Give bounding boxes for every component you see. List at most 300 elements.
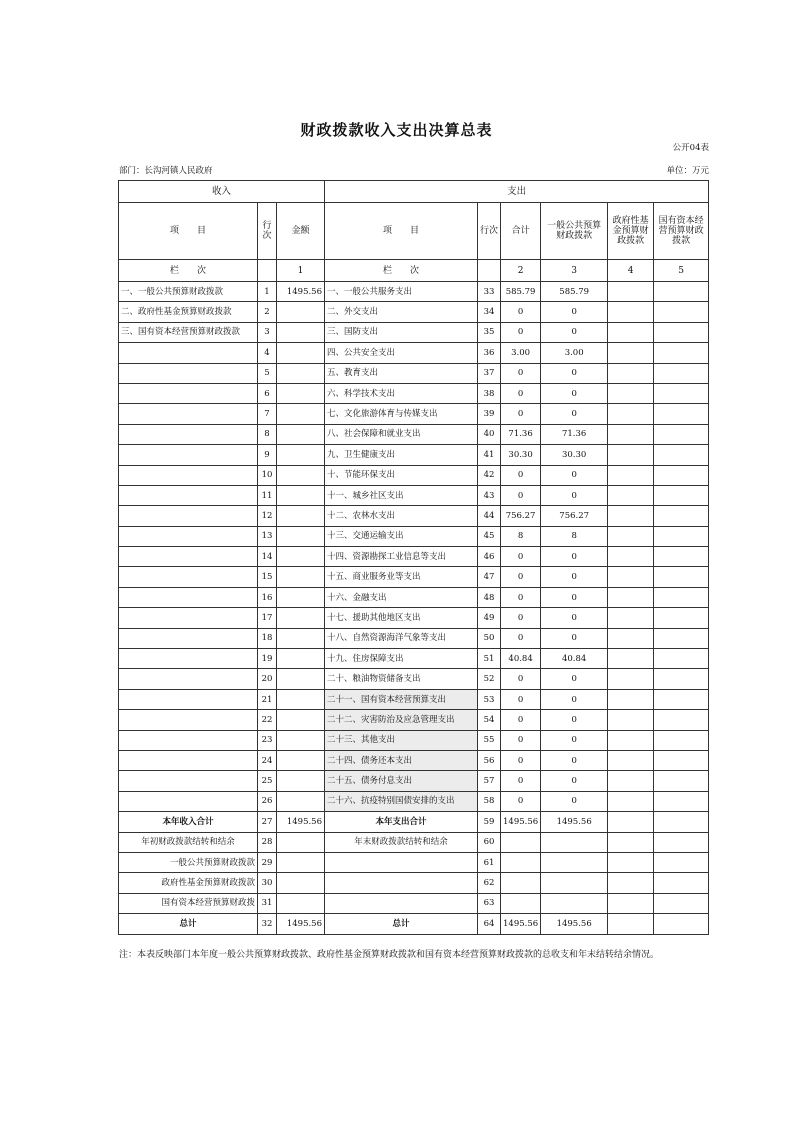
- income-amount: [277, 567, 325, 587]
- unit-label: 单位：万元: [666, 166, 709, 176]
- column-number-4: 4: [608, 260, 654, 282]
- income-item: [119, 485, 258, 505]
- expense-row-no: 44: [478, 506, 501, 526]
- state-capital-amount: [654, 465, 709, 485]
- total-amount: 0: [501, 750, 541, 770]
- state-capital-amount: [654, 791, 709, 811]
- fund-budget-amount: [608, 383, 654, 403]
- income-row-no: 7: [258, 404, 277, 424]
- expense-row-no: 38: [478, 383, 501, 403]
- expense-item: 十九、住房保障支出: [325, 649, 478, 669]
- income-amount: [277, 363, 325, 383]
- income-row-no: 8: [258, 424, 277, 444]
- expense-row-no: 41: [478, 445, 501, 465]
- general-budget-amount: [541, 852, 608, 872]
- fund-budget-amount: [608, 730, 654, 750]
- table-row: [119, 282, 709, 302]
- fiscal-table: [118, 180, 709, 935]
- total-amount: [501, 873, 541, 893]
- expense-row-no: 63: [478, 893, 501, 913]
- expense-item: 二十三、其他支出: [325, 730, 478, 750]
- state-capital-amount: [654, 669, 709, 689]
- general-budget-amount: 1495.56: [541, 812, 608, 832]
- expense-item: 九、卫生健康支出: [325, 445, 478, 465]
- table-row: [119, 649, 709, 669]
- summary-row: [119, 914, 709, 934]
- column-number-2: 2: [501, 260, 541, 282]
- state-capital-amount: [654, 873, 709, 893]
- total-amount: 0: [501, 628, 541, 648]
- fund-budget-amount: [608, 669, 654, 689]
- total-amount: 1495.56: [501, 914, 541, 934]
- state-capital-amount: [654, 445, 709, 465]
- fund-budget-amount: [608, 832, 654, 852]
- income-item: 三、国有资本经营预算财政拨款: [119, 322, 258, 342]
- income-item: 总计: [119, 914, 258, 934]
- total-amount: 585.79: [501, 282, 541, 302]
- general-budget-amount: 756.27: [541, 506, 608, 526]
- income-amount: [277, 322, 325, 342]
- fund-budget-amount: [608, 567, 654, 587]
- income-row-no: 3: [258, 322, 277, 342]
- table-row: [119, 567, 709, 587]
- state-capital-amount: [654, 750, 709, 770]
- summary-row: [119, 832, 709, 852]
- state-capital-amount: [654, 526, 709, 546]
- fund-budget-amount: [608, 465, 654, 485]
- fund-budget-amount: [608, 506, 654, 526]
- income-item: 一般公共预算财政拨款: [119, 852, 258, 872]
- expense-item: 三、国防支出: [325, 322, 478, 342]
- income-amount: [277, 750, 325, 770]
- income-item: [119, 465, 258, 485]
- expense-row-no: 37: [478, 363, 501, 383]
- income-item: [119, 649, 258, 669]
- column-number-1: 1: [277, 260, 325, 282]
- state-capital-amount: [654, 322, 709, 342]
- summary-row: [119, 812, 709, 832]
- fund-budget-amount: [608, 771, 654, 791]
- general-budget-amount: 0: [541, 404, 608, 424]
- fund-budget-amount: [608, 526, 654, 546]
- expense-row-no: 64: [478, 914, 501, 934]
- income-item-header: 项 目: [119, 203, 258, 260]
- general-budget-amount: 0: [541, 465, 608, 485]
- income-amount: [277, 404, 325, 424]
- general-budget-amount: 1495.56: [541, 914, 608, 934]
- expense-item: 总计: [325, 914, 478, 934]
- income-amount: [277, 730, 325, 750]
- income-amount: [277, 465, 325, 485]
- income-item: [119, 506, 258, 526]
- total-amount: 0: [501, 771, 541, 791]
- total-amount: [501, 893, 541, 913]
- income-row-no: 23: [258, 730, 277, 750]
- expense-row-no: 56: [478, 750, 501, 770]
- general-budget-amount: 0: [541, 689, 608, 709]
- fund-budget-amount: [608, 914, 654, 934]
- table-row: [119, 506, 709, 526]
- income-row-no: 1: [258, 282, 277, 302]
- expense-item: 年末财政拨款结转和结余: [325, 832, 478, 852]
- fund-budget-amount: [608, 363, 654, 383]
- expense-item: 十四、资源勘探工业信息等支出: [325, 547, 478, 567]
- expense-item: 十二、农林水支出: [325, 506, 478, 526]
- income-amount: [277, 383, 325, 403]
- income-item: [119, 689, 258, 709]
- table-row: [119, 669, 709, 689]
- expense-item-header: 项 目: [325, 203, 478, 260]
- expense-rowno-header: 行次: [478, 203, 501, 260]
- state-capital-amount: [654, 689, 709, 709]
- total-amount: 0: [501, 404, 541, 424]
- income-row-no: 32: [258, 914, 277, 934]
- total-amount: 0: [501, 689, 541, 709]
- form-code: 公开04表: [672, 143, 709, 153]
- fund-budget-amount: [608, 343, 654, 363]
- column-number-exp-blank: [478, 260, 501, 282]
- state-capital-amount: [654, 832, 709, 852]
- table-row: [119, 587, 709, 607]
- income-row-no: 30: [258, 873, 277, 893]
- income-row-no: 31: [258, 893, 277, 913]
- income-row-no: 5: [258, 363, 277, 383]
- total-amount: 8: [501, 526, 541, 546]
- income-item: [119, 608, 258, 628]
- income-amount: [277, 710, 325, 730]
- total-amount: 0: [501, 465, 541, 485]
- income-item: 本年收入合计: [119, 812, 258, 832]
- column-number-5: 5: [654, 260, 709, 282]
- income-item: [119, 343, 258, 363]
- income-row-no: 21: [258, 689, 277, 709]
- general-budget-amount: 0: [541, 302, 608, 322]
- summary-row: [119, 852, 709, 872]
- expense-row-no: 51: [478, 649, 501, 669]
- total-amount: 0: [501, 322, 541, 342]
- expense-row-no: 43: [478, 485, 501, 505]
- column-number-exp-label: 栏 次: [325, 260, 478, 282]
- expense-item: 十六、金融支出: [325, 587, 478, 607]
- fund-budget-amount: [608, 689, 654, 709]
- expense-item: [325, 873, 478, 893]
- income-item: [119, 383, 258, 403]
- income-amount: [277, 506, 325, 526]
- income-item: [119, 628, 258, 648]
- income-row-no: 17: [258, 608, 277, 628]
- expense-row-no: 34: [478, 302, 501, 322]
- table-row: [119, 424, 709, 444]
- expense-item: 七、文化旅游体育与传媒支出: [325, 404, 478, 424]
- column-number-label: 栏 次: [119, 260, 258, 282]
- fund-budget-amount: [608, 322, 654, 342]
- table-row: [119, 750, 709, 770]
- general-budget-amount: 0: [541, 791, 608, 811]
- table-row: [119, 343, 709, 363]
- expense-item: 十七、援助其他地区支出: [325, 608, 478, 628]
- department-label: 部门：长沟河镇人民政府: [119, 166, 213, 176]
- total-amount: 30.30: [501, 445, 541, 465]
- income-amount: [277, 832, 325, 852]
- income-row-no: 24: [258, 750, 277, 770]
- state-capital-amount: [654, 852, 709, 872]
- expense-row-no: 47: [478, 567, 501, 587]
- income-amount: [277, 608, 325, 628]
- income-row-no: 18: [258, 628, 277, 648]
- income-item: 一、一般公共预算财政拨款: [119, 282, 258, 302]
- general-budget-amount: 0: [541, 567, 608, 587]
- general-budget-amount: 0: [541, 628, 608, 648]
- income-amount: [277, 485, 325, 505]
- state-capital-amount: [654, 710, 709, 730]
- income-item: 年初财政拨款结转和结余: [119, 832, 258, 852]
- column-number-3: 3: [541, 260, 608, 282]
- general-budget-amount: 0: [541, 587, 608, 607]
- total-amount: 0: [501, 485, 541, 505]
- table-row: [119, 383, 709, 403]
- total-amount: 756.27: [501, 506, 541, 526]
- state-capital-amount: [654, 383, 709, 403]
- income-item: [119, 445, 258, 465]
- expense-row-no: 55: [478, 730, 501, 750]
- state-capital-amount: [654, 485, 709, 505]
- income-row-no: 20: [258, 669, 277, 689]
- table-row: [119, 465, 709, 485]
- total-header: 合计: [501, 203, 541, 260]
- table-row: [119, 710, 709, 730]
- expense-item: 二十四、债务还本支出: [325, 750, 478, 770]
- income-row-no: 14: [258, 547, 277, 567]
- income-row-no: 9: [258, 445, 277, 465]
- header-row-section: [119, 181, 709, 203]
- general-budget-amount: 0: [541, 383, 608, 403]
- expense-item: 十、节能环保支出: [325, 465, 478, 485]
- expense-row-no: 46: [478, 547, 501, 567]
- state-capital-amount: [654, 771, 709, 791]
- total-amount: 0: [501, 567, 541, 587]
- general-budget-amount: 40.84: [541, 649, 608, 669]
- state-capital-amount: [654, 282, 709, 302]
- income-row-no: 26: [258, 791, 277, 811]
- general-budget-header: 一般公共预算财政拨款: [541, 203, 608, 260]
- general-budget-amount: 0: [541, 771, 608, 791]
- income-amount: [277, 649, 325, 669]
- table-row: [119, 363, 709, 383]
- summary-row: [119, 893, 709, 913]
- income-item: [119, 710, 258, 730]
- state-capital-amount: [654, 567, 709, 587]
- income-item: [119, 363, 258, 383]
- expense-item: 十八、自然资源海洋气象等支出: [325, 628, 478, 648]
- total-amount: 0: [501, 669, 541, 689]
- income-amount: 1495.56: [277, 914, 325, 934]
- summary-row: [119, 873, 709, 893]
- table-row: [119, 791, 709, 811]
- column-number-row: [119, 260, 709, 282]
- income-row-no: 11: [258, 485, 277, 505]
- general-budget-amount: 0: [541, 730, 608, 750]
- income-amount: [277, 343, 325, 363]
- general-budget-amount: 3.00: [541, 343, 608, 363]
- general-budget-amount: 71.36: [541, 424, 608, 444]
- table-row: [119, 526, 709, 546]
- table-row: [119, 771, 709, 791]
- state-capital-amount: [654, 363, 709, 383]
- income-amount: [277, 547, 325, 567]
- expense-row-no: 58: [478, 791, 501, 811]
- total-amount: 0: [501, 302, 541, 322]
- report-title: 财政拨款收入支出决算总表: [300, 121, 493, 139]
- income-row-no: 28: [258, 832, 277, 852]
- income-amount: [277, 873, 325, 893]
- income-item: [119, 547, 258, 567]
- income-amount: 1495.56: [277, 812, 325, 832]
- expense-item: 二十二、灾害防治及应急管理支出: [325, 710, 478, 730]
- income-row-no: 13: [258, 526, 277, 546]
- total-amount: 0: [501, 791, 541, 811]
- general-budget-amount: 0: [541, 322, 608, 342]
- general-budget-amount: 0: [541, 608, 608, 628]
- income-item: 国有资本经营预算财政拨: [119, 893, 258, 913]
- income-item: [119, 424, 258, 444]
- expense-item: 十三、交通运输支出: [325, 526, 478, 546]
- state-capital-amount: [654, 302, 709, 322]
- income-amount: [277, 791, 325, 811]
- expense-item: 十一、城乡社区支出: [325, 485, 478, 505]
- expense-row-no: 40: [478, 424, 501, 444]
- fund-budget-amount: [608, 404, 654, 424]
- expense-row-no: 42: [478, 465, 501, 485]
- expense-row-no: 50: [478, 628, 501, 648]
- state-capital-amount: [654, 812, 709, 832]
- income-row-no: 27: [258, 812, 277, 832]
- expense-row-no: 49: [478, 608, 501, 628]
- income-amount: 1495.56: [277, 282, 325, 302]
- total-amount: 0: [501, 730, 541, 750]
- expense-row-no: 61: [478, 852, 501, 872]
- income-amount: [277, 852, 325, 872]
- fund-budget-amount: [608, 873, 654, 893]
- income-row-no: 19: [258, 649, 277, 669]
- general-budget-amount: 0: [541, 710, 608, 730]
- table-row: [119, 445, 709, 465]
- fund-budget-header: 政府性基金预算财政拨款: [608, 203, 654, 260]
- income-row-no: 10: [258, 465, 277, 485]
- total-amount: 0: [501, 363, 541, 383]
- table-row: [119, 485, 709, 505]
- state-capital-amount: [654, 914, 709, 934]
- income-item: [119, 791, 258, 811]
- total-amount: 0: [501, 710, 541, 730]
- income-item: 政府性基金预算财政拨款: [119, 873, 258, 893]
- expense-row-no: 57: [478, 771, 501, 791]
- general-budget-amount: 0: [541, 363, 608, 383]
- general-budget-amount: 30.30: [541, 445, 608, 465]
- income-item: 二、政府性基金预算财政拨款: [119, 302, 258, 322]
- state-capital-amount: [654, 628, 709, 648]
- fund-budget-amount: [608, 587, 654, 607]
- state-capital-amount: [654, 587, 709, 607]
- expense-row-no: 45: [478, 526, 501, 546]
- income-amount: [277, 424, 325, 444]
- total-amount: 40.84: [501, 649, 541, 669]
- expense-item: 六、科学技术支出: [325, 383, 478, 403]
- expense-item: 二十一、国有资本经营预算支出: [325, 689, 478, 709]
- general-budget-amount: 0: [541, 485, 608, 505]
- expense-row-no: 52: [478, 669, 501, 689]
- expense-item: [325, 852, 478, 872]
- fund-budget-amount: [608, 750, 654, 770]
- general-budget-amount: 0: [541, 547, 608, 567]
- state-capital-amount: [654, 506, 709, 526]
- expense-row-no: 36: [478, 343, 501, 363]
- general-budget-amount: 585.79: [541, 282, 608, 302]
- state-capital-header: 国有资本经营预算财政拨款: [654, 203, 709, 260]
- income-amount: [277, 526, 325, 546]
- income-amount: [277, 445, 325, 465]
- income-amount: [277, 669, 325, 689]
- total-amount: 71.36: [501, 424, 541, 444]
- income-amount-header: 金额: [277, 203, 325, 260]
- fund-budget-amount: [608, 485, 654, 505]
- general-budget-amount: [541, 893, 608, 913]
- income-row-no: 6: [258, 383, 277, 403]
- expense-row-no: 35: [478, 322, 501, 342]
- income-amount: [277, 628, 325, 648]
- general-budget-amount: 0: [541, 669, 608, 689]
- income-row-no: 16: [258, 587, 277, 607]
- expense-row-no: 39: [478, 404, 501, 424]
- state-capital-amount: [654, 404, 709, 424]
- total-amount: 0: [501, 587, 541, 607]
- income-row-no: 15: [258, 567, 277, 587]
- income-item: [119, 730, 258, 750]
- fund-budget-amount: [608, 608, 654, 628]
- expense-item: 四、公共安全支出: [325, 343, 478, 363]
- income-item: [119, 750, 258, 770]
- total-amount: 1495.56: [501, 812, 541, 832]
- income-item: [119, 669, 258, 689]
- expense-row-no: 53: [478, 689, 501, 709]
- expense-item: 八、社会保障和就业支出: [325, 424, 478, 444]
- income-rowno-header: 行次: [258, 203, 277, 260]
- total-amount: 0: [501, 608, 541, 628]
- expense-item: 五、教育支出: [325, 363, 478, 383]
- expense-row-no: 54: [478, 710, 501, 730]
- general-budget-amount: 8: [541, 526, 608, 546]
- income-row-no: 2: [258, 302, 277, 322]
- income-amount: [277, 771, 325, 791]
- fund-budget-amount: [608, 893, 654, 913]
- fund-budget-amount: [608, 649, 654, 669]
- total-amount: [501, 852, 541, 872]
- expense-row-no: 48: [478, 587, 501, 607]
- income-item: [119, 587, 258, 607]
- fund-budget-amount: [608, 302, 654, 322]
- state-capital-amount: [654, 343, 709, 363]
- header-row-columns: [119, 203, 709, 260]
- income-row-no: 12: [258, 506, 277, 526]
- state-capital-amount: [654, 608, 709, 628]
- income-amount: [277, 302, 325, 322]
- expense-row-no: 33: [478, 282, 501, 302]
- fund-budget-amount: [608, 710, 654, 730]
- state-capital-amount: [654, 730, 709, 750]
- total-amount: [501, 832, 541, 852]
- expense-item: 二十、粮油物资储备支出: [325, 669, 478, 689]
- income-row-no: 4: [258, 343, 277, 363]
- expense-header: 支出: [325, 181, 709, 203]
